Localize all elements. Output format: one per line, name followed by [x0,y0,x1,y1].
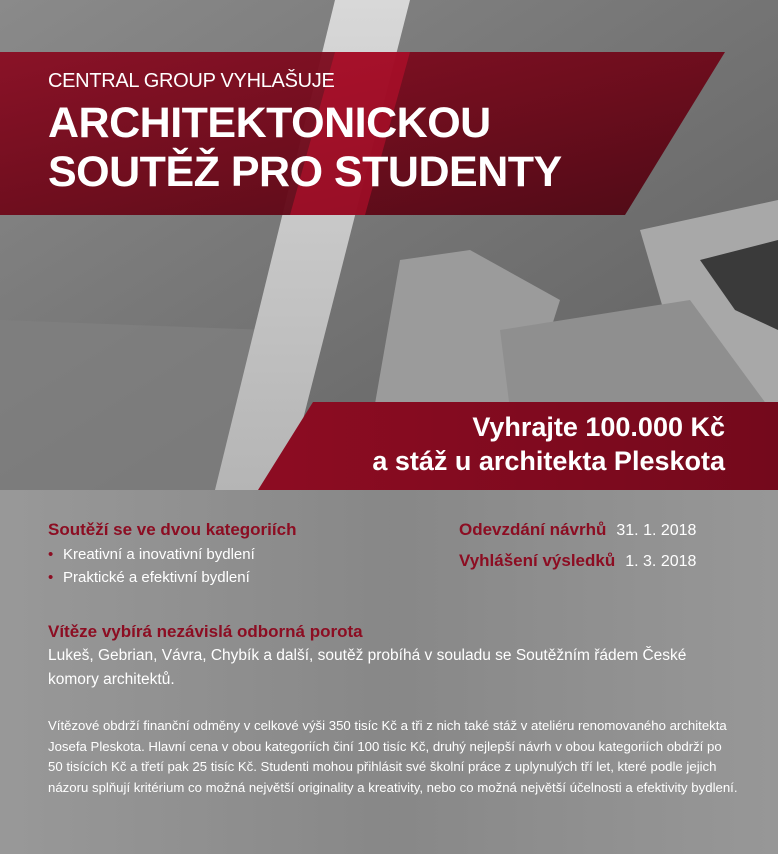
prize-block [372,410,725,478]
categories-heading: Soutěží se ve dvou kategoriích [48,520,297,539]
date-value: 1. 3. 2018 [625,553,697,570]
jury-block [48,622,738,692]
date-value: 31. 1. 2018 [616,522,697,539]
details-paragraph: Vítězové obdrží finanční odměny v celkové výši 350 tisíc Kč a tři z nich také stáž v ateliéru renomovaného architekta Josefa Pleskota. Hlavní cena v obou kategoriích činí 100 tisíc Kč, druhý nejlepší návrh v obou kategoriích obdrží po 50 tisících Kč a třetí pak 25 tisíc Kč. Studenti mohou přihlásit své školní práce z uplynulých tří let, které podle jejich názoru splňují kritérium co možná největší originality a kreativity, nebo co možná největší účelnosti a efektivity bydlení. [48,718,738,795]
title-block [48,70,562,197]
date-label: Odevzdání návrhů [459,520,607,539]
categories-list [48,543,296,589]
headline [48,99,562,197]
date-row-results [459,551,696,582]
dates-block [459,520,696,582]
date-row-submission [459,520,696,551]
category-label: Praktické a efektivní bydlení [63,569,250,586]
categories-block [48,520,296,589]
category-item [48,566,296,589]
headline-line-2: SOUTĚŽ PRO STUDENTY [48,148,562,196]
organizer-kicker: CENTRAL GROUP VYHLAŠUJE [48,70,335,92]
category-item [48,543,296,566]
bullet-icon: • [48,546,54,563]
category-label: Kreativní a inovativní bydlení [63,546,255,563]
bullet-icon: • [48,569,54,586]
jury-heading: Vítěze vybírá nezávislá odborná porota [48,622,363,641]
date-label: Vyhlášení výsledků [459,551,616,570]
prize-line-1: Vyhrajte 100.000 Kč [472,412,725,442]
headline-line-1: ARCHITEKTONICKOU [48,99,491,147]
prize-line-2: a stáž u architekta Pleskota [372,446,725,476]
jury-text: Lukeš, Gebrian, Vávra, Chybík a další, soutěž probíhá v souladu se Soutěžním řádem České komory architektů. [48,647,687,688]
